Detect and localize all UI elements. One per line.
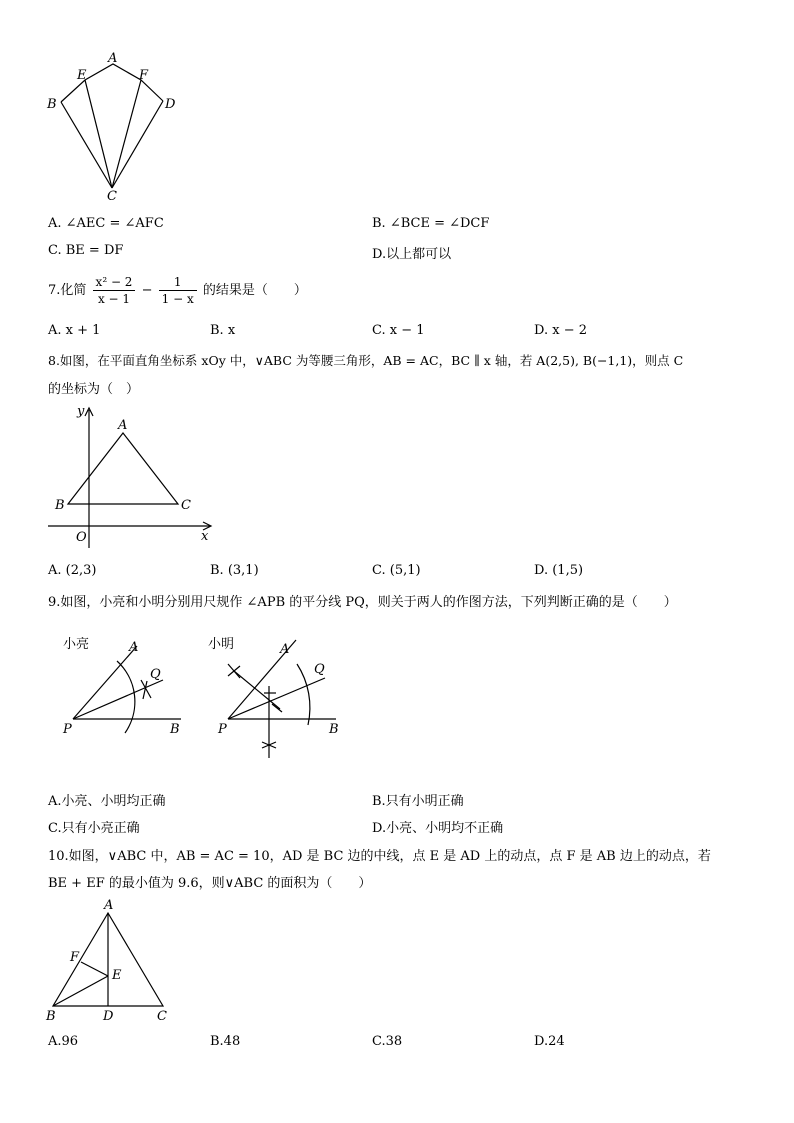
q9-right-label-B: B [329,722,339,737]
q6-label-C: C [107,189,117,204]
q9-option-a: A.小亮、小明均正确 [48,794,166,809]
q7-option-d: D. x − 2 [534,323,587,338]
q6-option-a: A. ∠AEC = ∠AFC [48,216,164,231]
q7-prefix: 7.化简 [48,283,87,298]
q9-name-xiaoliang: 小亮 [63,637,90,652]
q8-option-d: D. (1,5) [534,563,584,578]
q10-label-D: D [103,1009,114,1024]
q6-option-b: B. ∠BCE = ∠DCF [372,216,490,231]
q10-option-a: A.96 [48,1034,79,1049]
q10-label-B: B [46,1009,56,1024]
q9-left-label-Q: Q [150,667,161,682]
q8-label-C: C [181,498,191,513]
q10-label-F: F [70,950,80,965]
q9-name-xiaoming: 小明 [208,637,235,652]
q7-option-b: B. x [210,323,236,338]
q10-stem-line2: BE + EF 的最小值为 9.6，则∨ABC 的面积为（ ） [48,876,372,891]
q7-frac2-numerator: 1 [159,274,197,291]
q6-label-B: B [47,97,57,112]
q7-minus: − [141,283,153,298]
q9-option-c: C.只有小亮正确 [48,821,140,836]
q7-option-a: A. x + 1 [48,323,101,338]
q9-right-label-A: A [280,642,290,657]
q9-left-label-B: B [170,722,180,737]
q6-option-d: D.以上都可以 [372,247,452,262]
q10-label-C: C [157,1009,167,1024]
q9-right-label-Q: Q [314,662,325,677]
q7-frac1-denominator: x − 1 [97,292,131,306]
q8-label-y: y [77,404,85,419]
q6-label-D: D [165,97,176,112]
q8-label-A: A [118,418,128,433]
q8-stem-line2: 的坐标为（ ） [48,382,140,397]
q7-option-c: C. x − 1 [372,323,425,338]
q10-option-c: C.38 [372,1034,403,1049]
q8-option-b: B. (3,1) [210,563,259,578]
q9-left-label-P: P [63,722,72,737]
q9-left-label-A: A [129,640,139,655]
q8-option-c: C. (5,1) [372,563,421,578]
q10-stem-line1: 10.如图，∨ABC 中，AB = AC = 10，AD 是 BC 边的中线，点 E 是 AD 上的动点，点 F 是 AB 边上的动点，若 [48,849,711,864]
q8-stem-line1: 8.如图，在平面直角坐标系 xOy 中，∨ABC 为等腰三角形，AB = AC，BC ∥ x 轴，若 A(2,5), B(−1,1)，则点 C [48,353,684,368]
q9-option-d: D.小亮、小明均不正确 [372,821,504,836]
q10-label-E: E [112,968,122,983]
q6-option-c: C. BE = DF [48,243,124,258]
q10-label-A: A [104,898,114,913]
q9-option-b: B.只有小明正确 [372,794,464,809]
q6-label-A: A [108,51,118,66]
q8-label-B: B [55,498,65,513]
q6-label-F: F [139,68,149,83]
q7-suffix: 的结果是（ ） [202,283,307,298]
q10-option-d: D.24 [534,1034,565,1049]
q6-label-E: E [77,68,87,83]
q8-label-x: x [201,529,209,544]
q8-option-a: A. (2,3) [48,563,97,578]
q10-option-b: B.48 [210,1034,241,1049]
q9-stem: 9.如图，小亮和小明分别用尺规作 ∠APB 的平分线 PQ，则关于两人的作图方法，下列判断正确的是（ ） [48,595,677,610]
q7-frac1-numerator: x² − 2 [93,274,136,291]
q7-frac2-denominator: 1 − x [161,292,194,306]
q9-right-label-P: P [218,722,227,737]
q8-label-O: O [76,530,87,545]
